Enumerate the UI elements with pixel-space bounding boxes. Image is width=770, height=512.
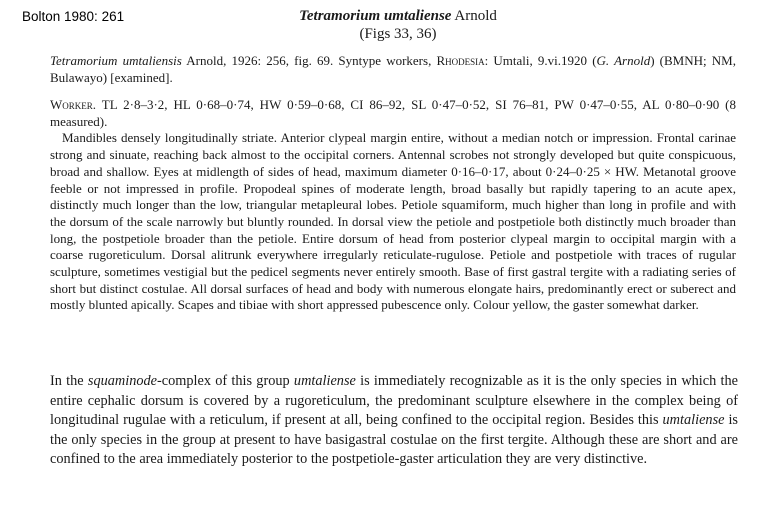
species-epithet: umtaliense (662, 412, 725, 429)
type-country: Rhodesia (436, 53, 485, 68)
citation-text-3: ) (BMNH; NM, Bulawayo) [examined]. (50, 53, 736, 85)
discussion-text-3: is immediately recognizable as it is the only species in which the entire cephalic dorsum is covered by a rugoreticulum, the predominant sculpture elsewhere in the complex being of longitudinal rugulae with a reticulum, if present at all, being confined to the occipital region. Besides this (50, 373, 738, 429)
discussion-text-1: In the (50, 373, 88, 389)
species-author: Arnold (454, 8, 497, 24)
measurements-text: TL 2·8–3·2, HL 0·68–0·74, HW 0·59–0·68, CI 86–92, SL 0·47–0·52, SI 76–81, PW 0·47–0·55, AL 0·80–0·90 (8 measured). (50, 97, 737, 129)
discussion-text-2: -complex of this group (157, 373, 294, 389)
synonymy-citation (50, 52, 736, 86)
worker-measurements (50, 97, 736, 130)
species-name: Tetramorium umtaliense (299, 8, 452, 24)
citation-text-2: : Umtali, 9.vi.1920 ( (484, 53, 597, 68)
citation-text-1: Arnold, 1926: 256, fig. 69. Syntype workers, (186, 53, 432, 68)
worker-description (50, 97, 736, 314)
figure-reference: (Figs 33, 36) (359, 26, 437, 42)
discussion-text-4: is the only species in the group at present to have basigastral costulae on the first tergite. Although these are short and are confined to the area immediately posterior to the postpetiole-gaster articulation they are very distinctive. (50, 412, 738, 468)
caste-label: Worker. (50, 97, 97, 112)
description-text: Mandibles densely longitudinally striate. Anterior clypeal margin entire, without a median notch or impression. Frontal carinae strong and sinuate, reaching back almost to the occipital corners. Antennal scrobes not strongly developed but quite conspicuous, broad and shallow. Eyes at midlength of sides of head, maximum diameter 0·16–0·17, about 0·24–0·25 × HW. Metanotal groove feeble or not impressed in profile. Propodeal spines of moderate length, broad basally but rapidly tapering to an acute apex, distinctly much longer than the low, triangular metapleural lobes. Petiole squamiform, much higher than long in profile and with the dorsum of the scale narrowly but bluntly rounded. In dorsal view the petiole and postpetiole both distinctly much broader than long, the postpetiole broader than the petiole. Entire dorsum of head from posterior clypeal margin to occipital margin with a coarse rugoreticulum. Dorsal alitrunk everywhere irregularly reticulate-rugulose. Petiole and postpetiole with traces of rugular sculpture, sometimes vestigial but the pedicel segments never entirely smooth. Base of first gastral tergite with a radiating series of short but distinct costulae. All dorsal surfaces of head and body with numerous elongate hairs, predominantly erect or suberect and mostly blunted apically. Scapes and tibiae with short appressed pubescence only. Colour yellow, the gaster somewhat darker. (50, 130, 736, 313)
collector-name: G. Arnold (596, 53, 651, 68)
source-reference: Bolton 1980: 261 (22, 9, 125, 24)
species-heading (268, 7, 528, 43)
discussion-paragraph (50, 372, 738, 470)
original-combination: Tetramorium umtaliensis (50, 53, 182, 68)
complex-name: squaminode (87, 373, 157, 389)
species-epithet: umtaliense (293, 373, 356, 389)
